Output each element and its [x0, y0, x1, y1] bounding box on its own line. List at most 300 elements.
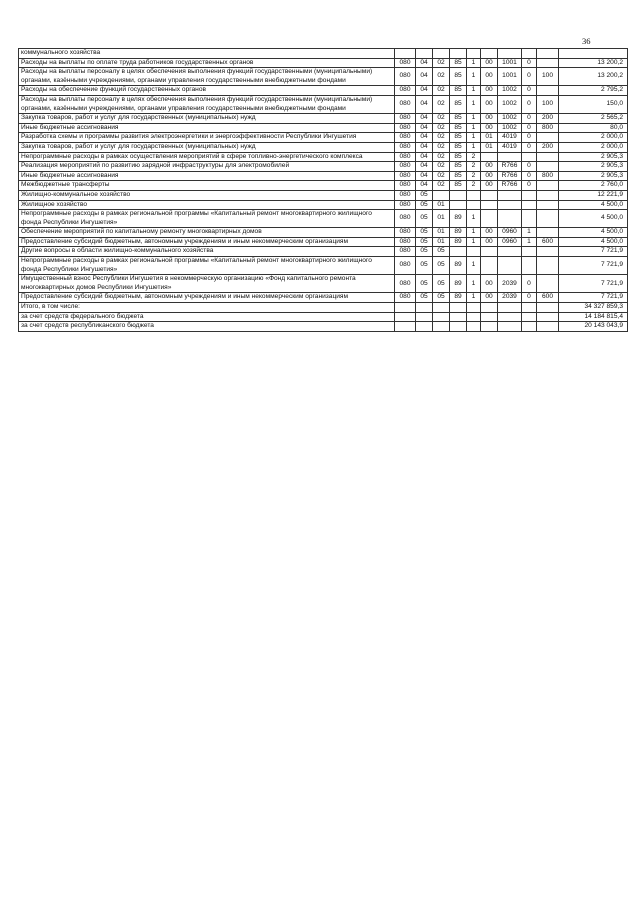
- subprogram-code: 1: [467, 210, 481, 228]
- row-name: коммунального хозяйства: [19, 49, 395, 59]
- row-amount: 2 795,2: [559, 86, 628, 96]
- expense-code: [498, 152, 522, 162]
- ministry-code: 080: [395, 123, 416, 133]
- direction-code: 00: [481, 86, 498, 96]
- section-code: 05: [416, 293, 433, 303]
- ministry-code: 080: [395, 171, 416, 181]
- program-code: [450, 247, 467, 257]
- direction-code: [481, 247, 498, 257]
- direction-code: 00: [481, 162, 498, 172]
- ministry-code: 080: [395, 58, 416, 68]
- expense-type-code: [537, 190, 559, 200]
- direction-code: 00: [481, 171, 498, 181]
- expense-type-code: [537, 275, 559, 293]
- ministry-code: 080: [395, 293, 416, 303]
- sub-code: 0: [522, 171, 537, 181]
- expense-type-code: 800: [537, 123, 559, 133]
- section-code: 05: [416, 200, 433, 210]
- table-row: [19, 114, 628, 124]
- ministry-code: 080: [395, 237, 416, 247]
- expense-code: 1002: [498, 123, 522, 133]
- table-row: [19, 49, 628, 59]
- subprogram-code: 1: [467, 95, 481, 113]
- subprogram-code: 2: [467, 162, 481, 172]
- expense-type-code: 100: [537, 95, 559, 113]
- table-row: [19, 133, 628, 143]
- program-code: [450, 190, 467, 200]
- program-code: [450, 312, 467, 322]
- expense-code: [498, 210, 522, 228]
- row-name: Расходы на выплаты по оплате труда работников государственных органов: [19, 58, 395, 68]
- subprogram-code: 2: [467, 152, 481, 162]
- subsection-code: 05: [433, 247, 450, 257]
- sub-code: 0: [522, 133, 537, 143]
- expense-type-code: 100: [537, 68, 559, 86]
- subsection-code: 02: [433, 123, 450, 133]
- subsection-code: 02: [433, 114, 450, 124]
- direction-code: 00: [481, 114, 498, 124]
- subsection-code: [433, 190, 450, 200]
- expense-code: 1001: [498, 68, 522, 86]
- row-name: Имущественный взнос Республики Ингушетия в некоммерческую организацию «Фонд капитального ремонта многоквартирных домов Республики Ингушетия»: [19, 275, 395, 293]
- sub-code: 0: [522, 95, 537, 113]
- expense-type-code: [537, 152, 559, 162]
- subprogram-code: 1: [467, 86, 481, 96]
- table-row: [19, 210, 628, 228]
- ministry-code: 080: [395, 190, 416, 200]
- ministry-code: [395, 322, 416, 332]
- direction-code: 00: [481, 95, 498, 113]
- section-code: [416, 322, 433, 332]
- direction-code: [481, 312, 498, 322]
- ministry-code: 080: [395, 275, 416, 293]
- expense-type-code: [537, 210, 559, 228]
- program-code: 85: [450, 68, 467, 86]
- row-name: за счет средств федерального бюджета: [19, 312, 395, 322]
- row-amount: 20 143 043,9: [559, 322, 628, 332]
- program-code: [450, 200, 467, 210]
- section-code: 04: [416, 86, 433, 96]
- ministry-code: 080: [395, 95, 416, 113]
- expense-type-code: [537, 228, 559, 238]
- sub-code: [522, 152, 537, 162]
- subprogram-code: [467, 322, 481, 332]
- direction-code: 00: [481, 181, 498, 191]
- sub-code: [522, 210, 537, 228]
- row-name: Закупка товаров, работ и услуг для государственных (муниципальных) нужд: [19, 114, 395, 124]
- program-code: 85: [450, 133, 467, 143]
- direction-code: [481, 190, 498, 200]
- table-row: [19, 86, 628, 96]
- table-row: [19, 162, 628, 172]
- subprogram-code: 1: [467, 133, 481, 143]
- program-code: 89: [450, 237, 467, 247]
- program-code: 89: [450, 210, 467, 228]
- sub-code: 0: [522, 142, 537, 152]
- row-amount: 2 760,0: [559, 181, 628, 191]
- program-code: 85: [450, 152, 467, 162]
- row-name: Непрограммные расходы в рамках региональной программы «Капитальный ремонт многоквартирного жилищного фонда Республики Ингушетия»: [19, 257, 395, 275]
- subsection-code: [433, 49, 450, 59]
- ministry-code: [395, 49, 416, 59]
- row-amount: 4 500,0: [559, 237, 628, 247]
- subprogram-code: 2: [467, 171, 481, 181]
- section-code: 04: [416, 162, 433, 172]
- subsection-code: [433, 312, 450, 322]
- subprogram-code: [467, 247, 481, 257]
- subsection-code: 02: [433, 68, 450, 86]
- row-name: Итого, в том числе:: [19, 303, 395, 313]
- expense-type-code: [537, 49, 559, 59]
- subprogram-code: [467, 200, 481, 210]
- ministry-code: 080: [395, 210, 416, 228]
- subprogram-code: [467, 49, 481, 59]
- sub-code: [522, 247, 537, 257]
- row-amount: 2 905,3: [559, 152, 628, 162]
- row-amount: 2 905,3: [559, 162, 628, 172]
- ministry-code: 080: [395, 86, 416, 96]
- subsection-code: 02: [433, 181, 450, 191]
- subsection-code: 05: [433, 293, 450, 303]
- subprogram-code: 1: [467, 237, 481, 247]
- expense-code: 4019: [498, 133, 522, 143]
- direction-code: [481, 200, 498, 210]
- row-amount: 2 000,0: [559, 142, 628, 152]
- row-name: Другие вопросы в области жилищно-коммунального хозяйства: [19, 247, 395, 257]
- table-row: [19, 257, 628, 275]
- section-code: 05: [416, 228, 433, 238]
- expense-code: [498, 257, 522, 275]
- row-name: Предоставление субсидий бюджетным, автономным учреждениям и иным некоммерческим организациям: [19, 237, 395, 247]
- section-code: [416, 312, 433, 322]
- direction-code: [481, 152, 498, 162]
- program-code: 85: [450, 142, 467, 152]
- table-row: [19, 95, 628, 113]
- subsection-code: 05: [433, 275, 450, 293]
- row-name: Предоставление субсидий бюджетным, автономным учреждениям и иным некоммерческим организациям: [19, 293, 395, 303]
- sub-code: [522, 49, 537, 59]
- direction-code: 00: [481, 293, 498, 303]
- expense-type-code: 200: [537, 142, 559, 152]
- sub-code: 0: [522, 293, 537, 303]
- expense-type-code: [537, 86, 559, 96]
- program-code: 89: [450, 228, 467, 238]
- row-name: Закупка товаров, работ и услуг для государственных (муниципальных) нужд: [19, 142, 395, 152]
- subsection-code: 02: [433, 95, 450, 113]
- sub-code: [522, 303, 537, 313]
- sub-code: 0: [522, 86, 537, 96]
- section-code: 04: [416, 171, 433, 181]
- sub-code: 1: [522, 237, 537, 247]
- row-name: Иные бюджетные ассигнования: [19, 171, 395, 181]
- ministry-code: 080: [395, 114, 416, 124]
- table-row: [19, 142, 628, 152]
- subprogram-code: 1: [467, 228, 481, 238]
- subprogram-code: 1: [467, 142, 481, 152]
- table-row: [19, 228, 628, 238]
- row-name: Расходы на выплаты персоналу в целях обеспечения выполнения функций государственными (муниципальными) органами, казёнными учреждениями, органами управления государственными внебюджетными фондами: [19, 68, 395, 86]
- direction-code: [481, 257, 498, 275]
- section-code: 05: [416, 257, 433, 275]
- expense-type-code: [537, 162, 559, 172]
- subsection-code: [433, 303, 450, 313]
- direction-code: 01: [481, 142, 498, 152]
- subsection-code: 02: [433, 162, 450, 172]
- row-name: Разработка схемы и программы развития электроэнергетики и энергоэффективности Республики Ингушетия: [19, 133, 395, 143]
- page-number: 36: [582, 36, 591, 46]
- ministry-code: 080: [395, 247, 416, 257]
- row-amount: 7 721,9: [559, 257, 628, 275]
- program-code: [450, 322, 467, 332]
- direction-code: 01: [481, 133, 498, 143]
- expense-type-code: [537, 181, 559, 191]
- sub-code: 0: [522, 58, 537, 68]
- expense-type-code: [537, 58, 559, 68]
- subsection-code: 01: [433, 237, 450, 247]
- expense-code: [498, 247, 522, 257]
- row-amount: 12 221,9: [559, 190, 628, 200]
- section-code: [416, 49, 433, 59]
- section-code: 05: [416, 190, 433, 200]
- row-name: Расходы на обеспечение функций государственных органов: [19, 86, 395, 96]
- row-name: Непрограммные расходы в рамках осуществления мероприятий в сфере топливно-энергетического комплекса: [19, 152, 395, 162]
- sub-code: 0: [522, 114, 537, 124]
- expense-type-code: [537, 247, 559, 257]
- expense-code: R766: [498, 162, 522, 172]
- subprogram-code: 1: [467, 58, 481, 68]
- expense-code: 1002: [498, 114, 522, 124]
- ministry-code: 080: [395, 181, 416, 191]
- subprogram-code: 1: [467, 114, 481, 124]
- row-amount: 2 905,3: [559, 171, 628, 181]
- subprogram-code: 1: [467, 123, 481, 133]
- section-code: 05: [416, 247, 433, 257]
- subprogram-code: 1: [467, 257, 481, 275]
- subprogram-code: 2: [467, 181, 481, 191]
- program-code: 85: [450, 86, 467, 96]
- sub-code: [522, 200, 537, 210]
- program-code: 89: [450, 275, 467, 293]
- ministry-code: 080: [395, 228, 416, 238]
- subprogram-code: [467, 312, 481, 322]
- section-code: 04: [416, 181, 433, 191]
- ministry-code: 080: [395, 162, 416, 172]
- row-name: Жилищно-коммунальное хозяйство: [19, 190, 395, 200]
- row-name: за счет средств республиканского бюджета: [19, 322, 395, 332]
- expense-code: [498, 303, 522, 313]
- section-code: 04: [416, 58, 433, 68]
- expense-type-code: 600: [537, 293, 559, 303]
- row-name: Реализация мероприятий по развитию зарядной инфраструктуры для электромобилей: [19, 162, 395, 172]
- row-amount: 13 200,2: [559, 68, 628, 86]
- row-amount: 2 565,2: [559, 114, 628, 124]
- expense-type-code: [537, 303, 559, 313]
- subsection-code: 01: [433, 210, 450, 228]
- row-amount: 80,0: [559, 123, 628, 133]
- section-code: 05: [416, 275, 433, 293]
- ministry-code: 080: [395, 142, 416, 152]
- direction-code: 00: [481, 237, 498, 247]
- table-row: [19, 190, 628, 200]
- direction-code: [481, 49, 498, 59]
- section-code: [416, 303, 433, 313]
- expense-code: 1002: [498, 95, 522, 113]
- row-amount: 150,0: [559, 95, 628, 113]
- program-code: 85: [450, 114, 467, 124]
- sub-code: 0: [522, 275, 537, 293]
- program-code: 85: [450, 58, 467, 68]
- expense-type-code: [537, 257, 559, 275]
- row-amount: 7 721,9: [559, 275, 628, 293]
- subsection-code: 02: [433, 86, 450, 96]
- direction-code: 00: [481, 275, 498, 293]
- expense-code: [498, 190, 522, 200]
- expense-code: 1001: [498, 58, 522, 68]
- section-code: 05: [416, 237, 433, 247]
- table-row: [19, 275, 628, 293]
- expense-code: 2039: [498, 275, 522, 293]
- row-amount: 4 500,0: [559, 210, 628, 228]
- ministry-code: 080: [395, 133, 416, 143]
- table-row: [19, 171, 628, 181]
- sub-code: 1: [522, 228, 537, 238]
- table-row: [19, 68, 628, 86]
- expense-code: 0960: [498, 228, 522, 238]
- sub-code: 0: [522, 123, 537, 133]
- subsection-code: 02: [433, 171, 450, 181]
- section-code: 04: [416, 152, 433, 162]
- table-row: [19, 312, 628, 322]
- budget-table: [18, 48, 628, 332]
- subprogram-code: 1: [467, 275, 481, 293]
- expense-type-code: 800: [537, 171, 559, 181]
- subprogram-code: 1: [467, 293, 481, 303]
- table-row: [19, 293, 628, 303]
- sub-code: 0: [522, 68, 537, 86]
- expense-code: [498, 200, 522, 210]
- expense-code: 1002: [498, 86, 522, 96]
- expense-code: [498, 312, 522, 322]
- expense-type-code: [537, 312, 559, 322]
- subprogram-code: 1: [467, 68, 481, 86]
- table-row: [19, 237, 628, 247]
- program-code: 85: [450, 181, 467, 191]
- row-name: Обеспечение мероприятий по капитальному ремонту многоквартирных домов: [19, 228, 395, 238]
- ministry-code: [395, 312, 416, 322]
- sub-code: [522, 190, 537, 200]
- sub-code: 0: [522, 162, 537, 172]
- row-amount: 7 721,9: [559, 247, 628, 257]
- ministry-code: 080: [395, 68, 416, 86]
- ministry-code: 080: [395, 257, 416, 275]
- row-amount: 4 500,0: [559, 200, 628, 210]
- row-name: Жилищное хозяйство: [19, 200, 395, 210]
- expense-code: 4019: [498, 142, 522, 152]
- expense-code: 0960: [498, 237, 522, 247]
- table-row: [19, 322, 628, 332]
- program-code: 85: [450, 162, 467, 172]
- sub-code: [522, 257, 537, 275]
- expense-code: R766: [498, 181, 522, 191]
- sub-code: [522, 312, 537, 322]
- row-name: Иные бюджетные ассигнования: [19, 123, 395, 133]
- budget-table-container: [18, 48, 624, 332]
- subprogram-code: [467, 190, 481, 200]
- subsection-code: 01: [433, 200, 450, 210]
- expense-type-code: [537, 200, 559, 210]
- subsection-code: 02: [433, 133, 450, 143]
- subsection-code: 01: [433, 228, 450, 238]
- sub-code: 0: [522, 181, 537, 191]
- program-code: 85: [450, 123, 467, 133]
- table-row: [19, 303, 628, 313]
- ministry-code: [395, 303, 416, 313]
- section-code: 04: [416, 133, 433, 143]
- direction-code: 00: [481, 58, 498, 68]
- row-amount: 4 500,0: [559, 228, 628, 238]
- program-code: 89: [450, 257, 467, 275]
- program-code: [450, 49, 467, 59]
- direction-code: [481, 303, 498, 313]
- expense-type-code: [537, 322, 559, 332]
- table-row: [19, 200, 628, 210]
- section-code: 04: [416, 114, 433, 124]
- subsection-code: 02: [433, 58, 450, 68]
- sub-code: [522, 322, 537, 332]
- expense-code: R766: [498, 171, 522, 181]
- row-amount: [559, 49, 628, 59]
- row-amount: 13 200,2: [559, 58, 628, 68]
- table-row: [19, 247, 628, 257]
- table-row: [19, 181, 628, 191]
- expense-type-code: 600: [537, 237, 559, 247]
- subsection-code: 05: [433, 257, 450, 275]
- ministry-code: 080: [395, 152, 416, 162]
- section-code: 04: [416, 123, 433, 133]
- program-code: [450, 303, 467, 313]
- expense-code: [498, 322, 522, 332]
- expense-type-code: 200: [537, 114, 559, 124]
- program-code: 89: [450, 293, 467, 303]
- table-row: [19, 152, 628, 162]
- row-name: Непрограммные расходы в рамках региональной программы «Капитальный ремонт многоквартирного жилищного фонда Республики Ингушетия»: [19, 210, 395, 228]
- program-code: 85: [450, 95, 467, 113]
- expense-code: 2039: [498, 293, 522, 303]
- expense-code: [498, 49, 522, 59]
- row-amount: 7 721,9: [559, 293, 628, 303]
- budget-table-body: [19, 49, 628, 332]
- table-row: [19, 58, 628, 68]
- direction-code: 00: [481, 68, 498, 86]
- ministry-code: 080: [395, 200, 416, 210]
- subsection-code: 02: [433, 152, 450, 162]
- table-row: [19, 123, 628, 133]
- row-name: Межбюджетные трансферты: [19, 181, 395, 191]
- program-code: 85: [450, 171, 467, 181]
- section-code: 05: [416, 210, 433, 228]
- direction-code: [481, 210, 498, 228]
- direction-code: [481, 322, 498, 332]
- subsection-code: 02: [433, 142, 450, 152]
- expense-type-code: [537, 133, 559, 143]
- section-code: 04: [416, 95, 433, 113]
- subsection-code: [433, 322, 450, 332]
- subprogram-code: [467, 303, 481, 313]
- direction-code: 00: [481, 228, 498, 238]
- row-name: Расходы на выплаты персоналу в целях обеспечения выполнения функций государственными (муниципальными) органами, казёнными учреждениями, органами управления государственными внебюджетными фондами: [19, 95, 395, 113]
- row-amount: 14 184 815,4: [559, 312, 628, 322]
- section-code: 04: [416, 68, 433, 86]
